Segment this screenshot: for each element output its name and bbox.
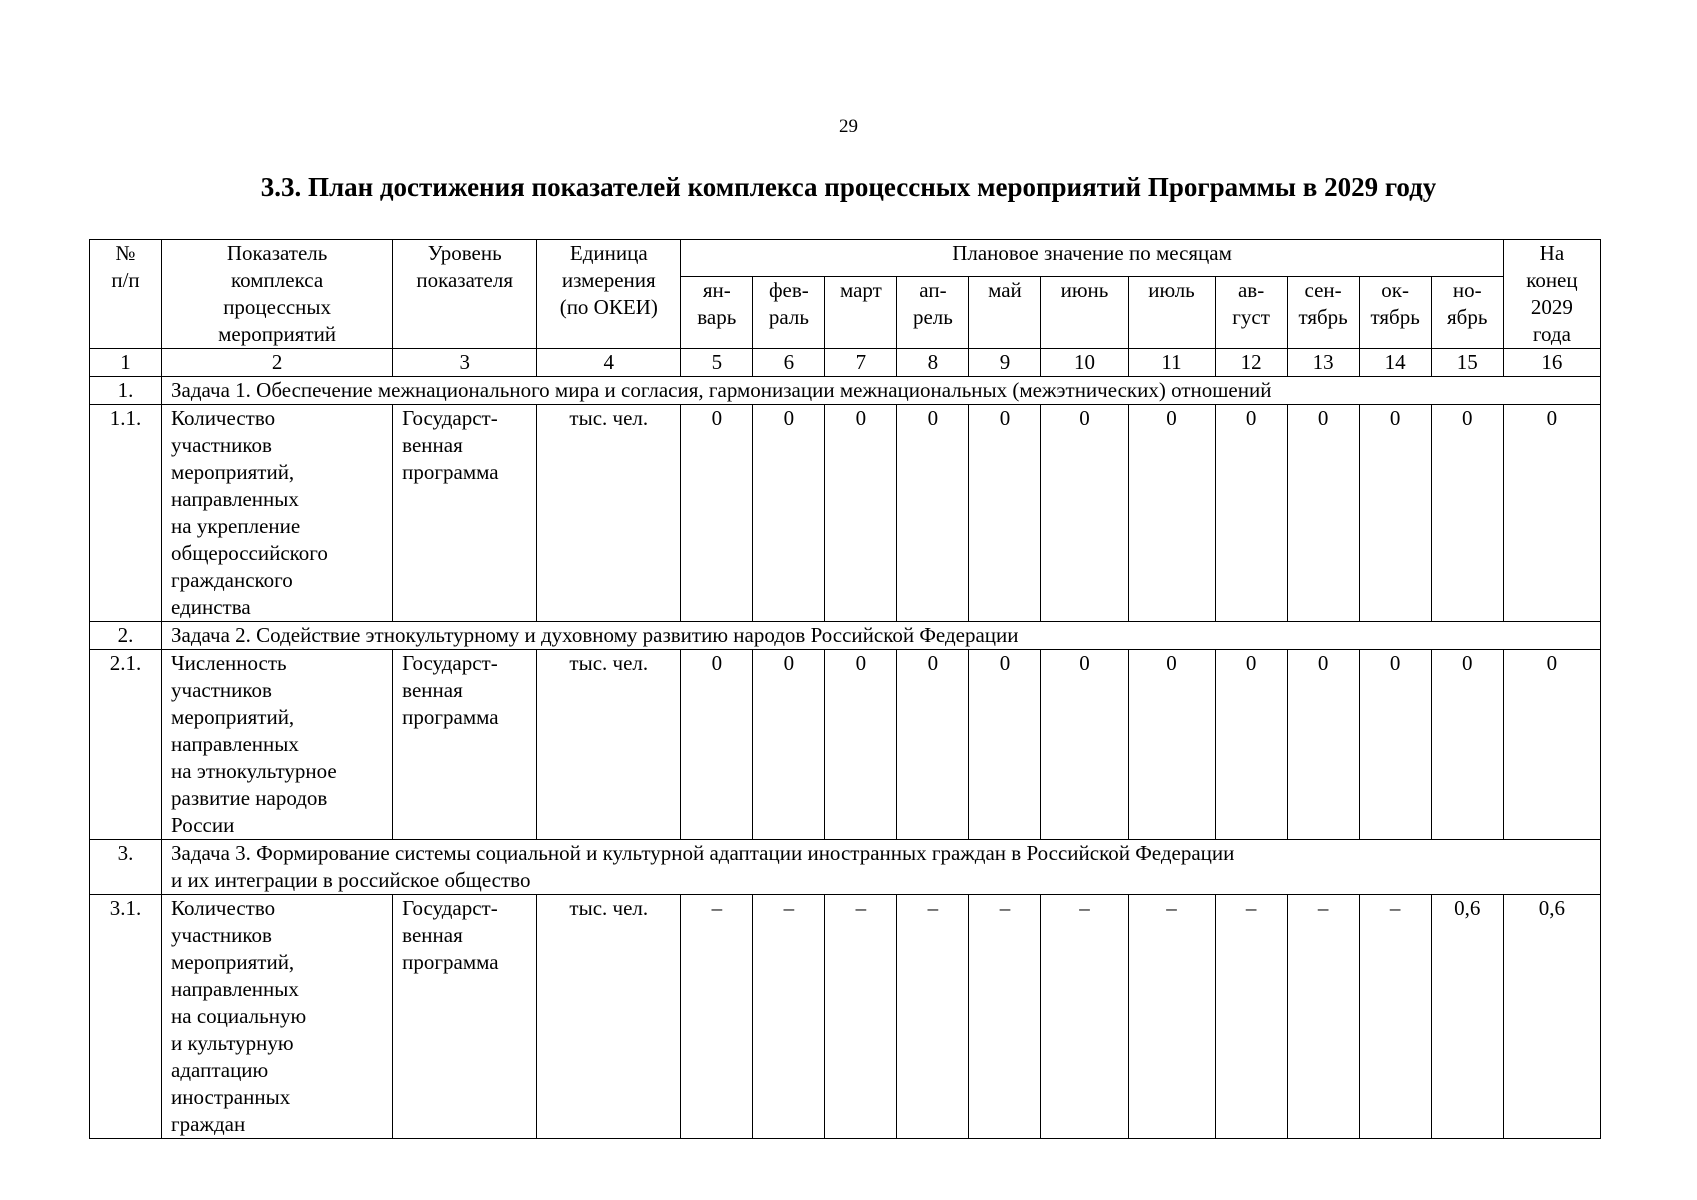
indicator-text: направленных	[171, 487, 299, 511]
indicator-row	[90, 650, 1601, 840]
level-text: программа	[402, 460, 499, 484]
indicator-name	[162, 895, 393, 1139]
header-month	[1128, 276, 1215, 348]
month-value: 0	[681, 405, 753, 622]
task-row	[90, 840, 1601, 895]
month-value: 0	[825, 650, 897, 840]
indicator-text: направленных	[171, 732, 299, 756]
end-of-year-value: 0,6	[1503, 895, 1600, 1139]
column-number: 14	[1359, 349, 1431, 377]
indicator-name	[162, 650, 393, 840]
header-text: Единица	[569, 241, 648, 265]
column-number: 5	[681, 349, 753, 377]
column-number: 2	[162, 349, 393, 377]
indicator-level	[393, 405, 537, 622]
month-value: 0	[1431, 650, 1503, 840]
end-of-year-value: 0	[1503, 405, 1600, 622]
column-number: 8	[897, 349, 969, 377]
column-number: 3	[393, 349, 537, 377]
indicator-text: участников	[171, 433, 272, 457]
month-value: 0	[897, 405, 969, 622]
header-text: комплекса	[231, 268, 324, 292]
indicator-text: адаптацию	[171, 1058, 269, 1082]
column-number: 16	[1503, 349, 1600, 377]
task-number: 2.	[90, 622, 162, 650]
task-number: 3.	[90, 840, 162, 895]
month-value: 0	[825, 405, 897, 622]
month-value: –	[1215, 895, 1287, 1139]
indicator-text: и культурную	[171, 1031, 294, 1055]
header-unit	[537, 240, 681, 349]
header-text: ав-	[1237, 277, 1265, 302]
page-number: 29	[839, 116, 858, 137]
column-number: 10	[1041, 349, 1128, 377]
indicator-text: участников	[171, 678, 272, 702]
header-text: май	[988, 277, 1022, 302]
header-text: рель	[912, 304, 953, 329]
header-text: июль	[1148, 277, 1195, 302]
indicator-row	[90, 405, 1601, 622]
indicator-text: Количество	[171, 406, 276, 430]
column-number: 9	[969, 349, 1041, 377]
header-text: ок-	[1381, 277, 1409, 302]
column-number: 11	[1128, 349, 1215, 377]
header-row	[90, 240, 1601, 277]
month-value: 0	[1359, 650, 1431, 840]
month-value: 0	[1041, 650, 1128, 840]
header-text: измерения	[561, 268, 656, 292]
header-text: тябрь	[1370, 304, 1420, 329]
header-month	[1431, 276, 1503, 348]
header-month	[1287, 276, 1359, 348]
header-text: густ	[1232, 304, 1270, 329]
month-value: 0	[1287, 650, 1359, 840]
indicator-text: граждан	[171, 1112, 246, 1136]
indicator-text: направленных	[171, 977, 299, 1001]
column-number: 4	[537, 349, 681, 377]
header-month	[969, 276, 1041, 348]
indicator-unit: тыс. чел.	[537, 650, 681, 840]
indicator-name	[162, 405, 393, 622]
task-row	[90, 622, 1601, 650]
task-title	[162, 377, 1601, 405]
header-text: показателя	[416, 268, 514, 292]
header-text: Показатель	[226, 241, 328, 265]
indicator-number: 3.1.	[90, 895, 162, 1139]
header-text: года	[1532, 322, 1571, 346]
month-value: 0	[1128, 405, 1215, 622]
indicator-text: мероприятий,	[171, 950, 295, 974]
column-number: 7	[825, 349, 897, 377]
header-text: ябрь	[1447, 304, 1488, 329]
month-value: 0	[753, 405, 825, 622]
level-text: Государст-	[402, 406, 498, 430]
month-value: –	[897, 895, 969, 1139]
indicator-text: Численность	[171, 651, 287, 675]
month-value: –	[1359, 895, 1431, 1139]
header-text: раль	[768, 304, 809, 329]
header-month	[825, 276, 897, 348]
task-row	[90, 377, 1601, 405]
month-value: –	[1041, 895, 1128, 1139]
month-value: 0	[1128, 650, 1215, 840]
indicator-text: общероссийского	[171, 541, 328, 565]
level-text: венная	[402, 678, 463, 702]
header-text: ап-	[919, 277, 947, 302]
header-text: Уровень	[427, 241, 502, 265]
indicator-text: России	[171, 813, 235, 837]
task-text: Задача 3. Формирование системы социальной и культурной адаптации иностранных граждан в Российской Федерации	[171, 841, 1235, 865]
header-text: мероприятий	[218, 322, 337, 346]
month-value: –	[825, 895, 897, 1139]
indicator-number: 1.1.	[90, 405, 162, 622]
header-text: фев-	[768, 277, 809, 302]
indicator-level	[393, 895, 537, 1139]
indicator-text: участников	[171, 923, 272, 947]
indicator-text: мероприятий,	[171, 705, 295, 729]
month-value: 0	[1431, 405, 1503, 622]
header-month	[897, 276, 969, 348]
header-num	[90, 240, 162, 349]
task-title	[162, 622, 1601, 650]
column-number: 1	[90, 349, 162, 377]
month-value: 0	[897, 650, 969, 840]
task-text: и их интеграции в российское общество	[171, 868, 531, 892]
month-value: 0	[753, 650, 825, 840]
header-end-of-year	[1503, 240, 1600, 349]
column-number: 15	[1431, 349, 1503, 377]
header-text: 2029	[1530, 295, 1573, 319]
month-value: 0	[1215, 405, 1287, 622]
indicator-text: гражданского	[171, 568, 293, 592]
header-text: процессных	[223, 295, 331, 319]
indicator-text: Количество	[171, 896, 276, 920]
level-text: Государст-	[402, 651, 498, 675]
indicator-number: 2.1.	[90, 650, 162, 840]
month-value: –	[681, 895, 753, 1139]
plan-table	[89, 239, 1601, 1139]
header-text: №	[115, 241, 136, 265]
header-text: март	[839, 277, 882, 302]
header-text: тябрь	[1298, 304, 1348, 329]
month-value: 0	[1359, 405, 1431, 622]
column-number: 12	[1215, 349, 1287, 377]
month-value: 0,6	[1431, 895, 1503, 1139]
header-text: варь	[697, 304, 737, 329]
level-text: программа	[402, 950, 499, 974]
month-value: 0	[969, 650, 1041, 840]
month-value: –	[969, 895, 1041, 1139]
header-planned: Плановое значение по месяцам	[681, 240, 1504, 277]
column-numbers-row	[90, 349, 1601, 377]
header-text: п/п	[111, 268, 140, 292]
month-value: 0	[1287, 405, 1359, 622]
header-text: (по ОКЕИ)	[559, 295, 658, 319]
level-text: венная	[402, 433, 463, 457]
month-value: –	[753, 895, 825, 1139]
indicator-row	[90, 895, 1601, 1139]
month-value: 0	[1215, 650, 1287, 840]
month-value: 0	[969, 405, 1041, 622]
indicator-text: иностранных	[171, 1085, 291, 1109]
indicator-level	[393, 650, 537, 840]
month-value: 0	[681, 650, 753, 840]
indicator-text: на этнокультурное	[171, 759, 337, 783]
header-indicator	[162, 240, 393, 349]
header-level	[393, 240, 537, 349]
level-text: Государст-	[402, 896, 498, 920]
indicator-text: мероприятий,	[171, 460, 295, 484]
header-month	[681, 276, 753, 348]
header-text: На	[1539, 241, 1565, 265]
page-title: 3.3. План достижения показателей комплекса процессных мероприятий Программы в 2029 году	[260, 172, 1437, 202]
task-text: Задача 2. Содействие этнокультурному и духовному развитию народов Российской Федерации	[171, 623, 1019, 647]
level-text: венная	[402, 923, 463, 947]
end-of-year-value: 0	[1503, 650, 1600, 840]
month-value: –	[1287, 895, 1359, 1139]
indicator-text: единства	[171, 595, 251, 619]
header-month	[1359, 276, 1431, 348]
header-month	[753, 276, 825, 348]
header-month	[1041, 276, 1128, 348]
header-text: но-	[1452, 277, 1482, 302]
indicator-text: на социальную	[171, 1004, 307, 1028]
level-text: программа	[402, 705, 499, 729]
task-number: 1.	[90, 377, 162, 405]
indicator-unit: тыс. чел.	[537, 895, 681, 1139]
month-value: 0	[1041, 405, 1128, 622]
column-number: 6	[753, 349, 825, 377]
column-number: 13	[1287, 349, 1359, 377]
indicator-text: на укрепление	[171, 514, 301, 538]
header-text: ян-	[702, 277, 731, 302]
month-value: –	[1128, 895, 1215, 1139]
header-text: сен-	[1304, 277, 1342, 302]
header-text: июнь	[1060, 277, 1109, 302]
task-title	[162, 840, 1601, 895]
task-text: Задача 1. Обеспечение межнационального мира и согласия, гармонизации межнациональных (межэтнических) отношений	[171, 378, 1272, 402]
header-text: конец	[1526, 268, 1578, 292]
indicator-text: развитие народов	[171, 786, 328, 810]
header-month	[1215, 276, 1287, 348]
indicator-unit: тыс. чел.	[537, 405, 681, 622]
